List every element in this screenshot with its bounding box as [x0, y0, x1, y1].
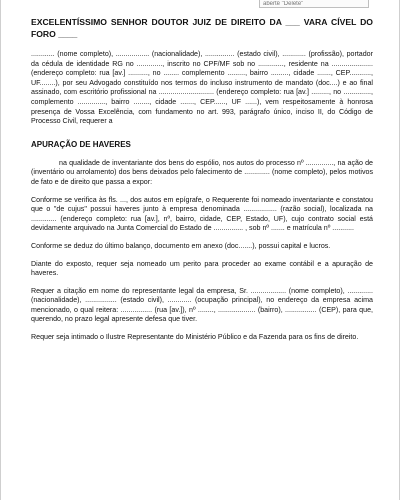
delete-field[interactable]	[259, 0, 369, 8]
document-title: EXCELENTÍSSIMO SENHOR DOUTOR JUIZ DE DIREITO DA ___ VARA CÍVEL DO FORO ____	[31, 17, 373, 39]
paragraph-haveres: Conforme se verifica às fls. ..., dos autos em epígrafe, o Requerente foi nomeado inventariante e constatou que o "de cujus" possui haveres junto à empresa denominada ................. (razão social), localizada na ............. (endereço completo: rua [av.], nº, bairro, cidade, CEP, Estado, UF), cujo contrato social está devidamente arquivado na Junta Comercial do Estado de ............... , sob nº ....... e matrícula nº ...........	[31, 195, 373, 233]
paragraph-perito: Diante do exposto, requer seja nomeado um perito para proceder ao exame contábil e a apuração de haveres.	[31, 259, 373, 278]
paragraph-inventariante: na qualidade de inventariante dos bens do espólio, nos autos do processo nº .............., na ação de (inventário ou arrolamento) dos bens deixados pelo falecimento de ............. (nome completo), pelos motivos de fato e de direito que passa a expor:	[31, 158, 373, 186]
paragraph-balanco: Conforme se deduz do último balanço, documento em anexo (doc.......), possui capital e lucros.	[31, 241, 331, 250]
section-heading: APURAÇÃO DE HAVERES	[31, 139, 131, 149]
intro-paragraph: ............ (nome completo), ................. (nacionalidade), ............... (estado civil), ............ (profissão), portador da cédula de identidade RG no ............., inscrito no CPF/MF sob no ............., residente na ..................... (endereço completo: rua [av.] .........., no ........ complemento ........., bairro ........., cidade ......., CEP..........., UF........), por seu Advogado constituído nos termos do incluso instrumento de mandato (doc....) e ao final assinado, com escritório profissional na ............................ (endereço completo: rua [av.] ........., no .............., complemento .............., bairro ........, cidade ......., CEP......, UF ......), vem respeitosamente à honrosa presença de Vossa Excelência, com fundamento no art. 993, parágrafo único, inciso II, do Código de Processo Civil, requerer a	[31, 50, 373, 126]
paragraph-intimacao: Requer seja intimado o Ilustre Representante do Ministério Público e da Fazenda para os fins de direito.	[31, 333, 359, 342]
paragraph-citacao: Requer a citação em nome do representante legal da empresa, Sr. .................. (nome completo), ............. (nacionalidade), ................ (estado civil), ............ (ocupação principal), no endereço da empresa acima mencionado, o qual reitera: ................ (rua [av.]), nº ........, ................... (bairro), ................ (CEP), para que, querendo, no prazo legal apresente defesa que tiver.	[31, 286, 373, 324]
toolbar	[1, 0, 399, 8]
